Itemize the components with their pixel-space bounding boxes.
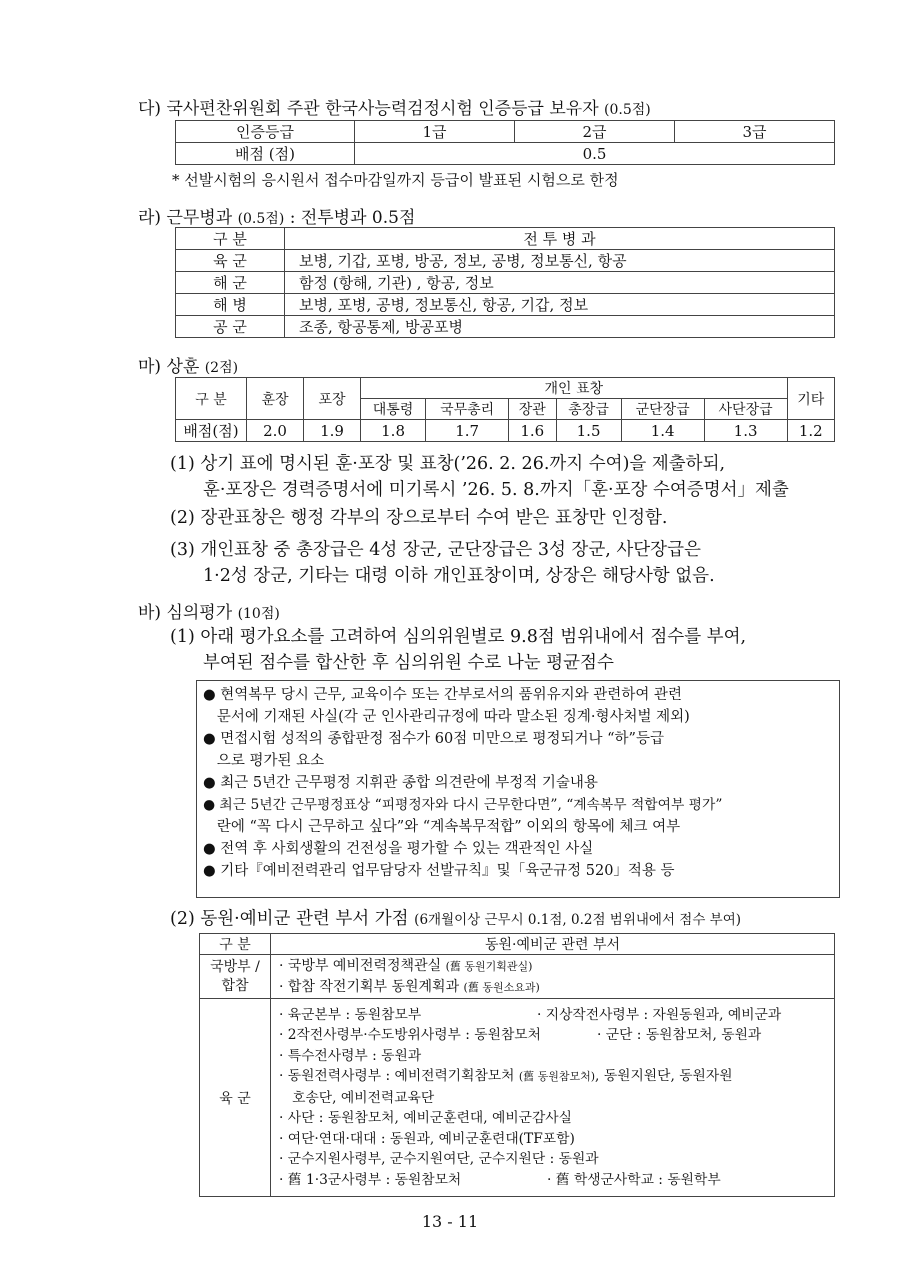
list-item: (1) 상기 표에 명시된 훈·포장 및 표창(’26. 2. 26.까지 수여)을 제출하되, 훈·포장은 경력증명서에 미기록시 ’26. 5. 8.까지「훈·포장 수여증명서」제출: [170, 454, 789, 500]
list-item: ● 기타『예비전력관리 업무담당자 선발규칙』및「육군규정 520」적용 등: [203, 863, 675, 879]
list-item: (2) 장관표창은 행정 각부의 장으로부터 수여 받은 표창만 인정함.: [170, 508, 668, 528]
table-row: 공 군 조종, 항공통제, 방공포병: [176, 316, 835, 338]
list-item: 란에 “꼭 다시 근무하고 싶다”와 “계속복무적합” 이외의 항목에 체크 여부: [203, 819, 681, 835]
table-row: 해 군 함정 (항해, 기관) , 항공, 정보: [176, 272, 835, 294]
list-item: ● 전역 후 사회생활의 건전성을 평가할 수 있는 객관적인 사실: [203, 841, 594, 857]
list-item: ● 최근 5년간 근무평정 지휘관 종합 의견란에 부정적 기술내용: [203, 775, 598, 791]
list-item: (1) 아래 평가요소를 고려하여 심의위원별로 9.8점 범위내에서 점수를 부여, 부여된 점수를 합산한 후 심의위원 수로 나눈 평균점수: [170, 627, 747, 673]
award-score-table: 구 분 훈장 포장 개인 표창 기타 대통령 국무총리 장관 총장급 군단장급 사단장급 배점(점) 2.0 1.9 1.8 1.7 1.6 1.5 1.4 1.3 1.2: [175, 377, 835, 442]
list-item: ● 현역복무 당시 근무, 교육이수 또는 간부로서의 품위유지와 관련하여 관련: [203, 687, 682, 703]
section-ba-heading: 바) 심의평가 (10점): [138, 603, 280, 623]
list-item: 문서에 기재된 사실(각 군 인사관리규정에 따라 말소된 징계·형사처벌 제외): [203, 709, 690, 725]
table-row: 해 병 보병, 포병, 공병, 정보통신, 항공, 기갑, 정보: [176, 294, 835, 316]
page-number: 13 - 11: [421, 1212, 479, 1231]
section-ma-heading: 마) 상훈 (2점): [138, 357, 239, 377]
section-ra-heading: 라) 근무병과 (0.5점) : 전투병과 0.5점: [138, 208, 416, 228]
mobilization-dept-table: 구 분 동원·예비군 관련 부서 국방부 / 합참 · 국방부 예비전력정책관실 (舊 동원기획관실) · 합참 작전기획부 동원계획과 (舊 동원소요과) 육 군 · 육군본부 : 동원참모부 · 지상작전사령부 : 자원동원과, 예비군과 · 2작전사령부·수도방위사령부 : 동원참모처 · 군단 : 동원참모처, 동원과 · 특수전사령부 : 동원과 · 동원전력사령부 : 예비전력기획참모처 (舊 동원참모처), 동원지원단, 동원자원 호송단, 예비전력교육단 · 사단 : 동원참모처, 예비군훈련대, 예비군감사실 · 여단·연대·대대 : 동원과, 예비군훈련대(TF포함) · 군수지원사령부, 군수지원여단, 군수지원단 : 동원과 · 舊 1·3군사령부 : 동원참모처 · 舊 학생군사학교 : 동원학부: [199, 933, 835, 1197]
list-item: ● 면접시험 성적의 종합판정 점수가 60점 미만으로 평정되거나 “하”등급: [203, 731, 664, 747]
list-item: 으로 평가된 요소: [203, 753, 325, 769]
list-item: ● 최근 5년간 근무평정표상 “피평정자와 다시 근무한다면”, “계속복무 적합여부 평가”: [203, 797, 723, 813]
table-row: 육 군 보병, 기갑, 포병, 방공, 정보, 공병, 정보통신, 항공: [176, 250, 835, 272]
section-da-heading: 다) 국사편찬위원회 주관 한국사능력검정시험 인증등급 보유자 (0.5점): [138, 99, 651, 119]
section-da-note: * 선발시험의 응시원서 접수마감일까지 등급이 발표된 시험으로 한정: [172, 171, 619, 189]
combat-branch-table: 구 분 전 투 병 과 육 군 보병, 기갑, 포병, 방공, 정보, 공병, 정보통신, 항공 해 군 함정 (항해, 기관) , 항공, 정보 해 병 보병, 포병, 공병, 정보통신, 항공, 기갑, 정보 공 군 조종, 항공통제, 방공포병: [175, 227, 835, 338]
evaluation-factors-box: [196, 680, 840, 898]
list-item: (2) 동원·예비군 관련 부서 가점 (6개월이상 근무시 0.1점, 0.2점 범위내에서 점수 부여): [170, 909, 742, 929]
certificate-grade-table: 인증등급 1급 2급 3급 배점 (점) 0.5: [175, 120, 835, 165]
list-item: (3) 개인표창 중 총장급은 4성 장군, 군단장급은 3성 장군, 사단장급은 1·2성 장군, 기타는 대령 이하 개인표창이며, 상장은 해당사항 없음.: [170, 540, 715, 586]
